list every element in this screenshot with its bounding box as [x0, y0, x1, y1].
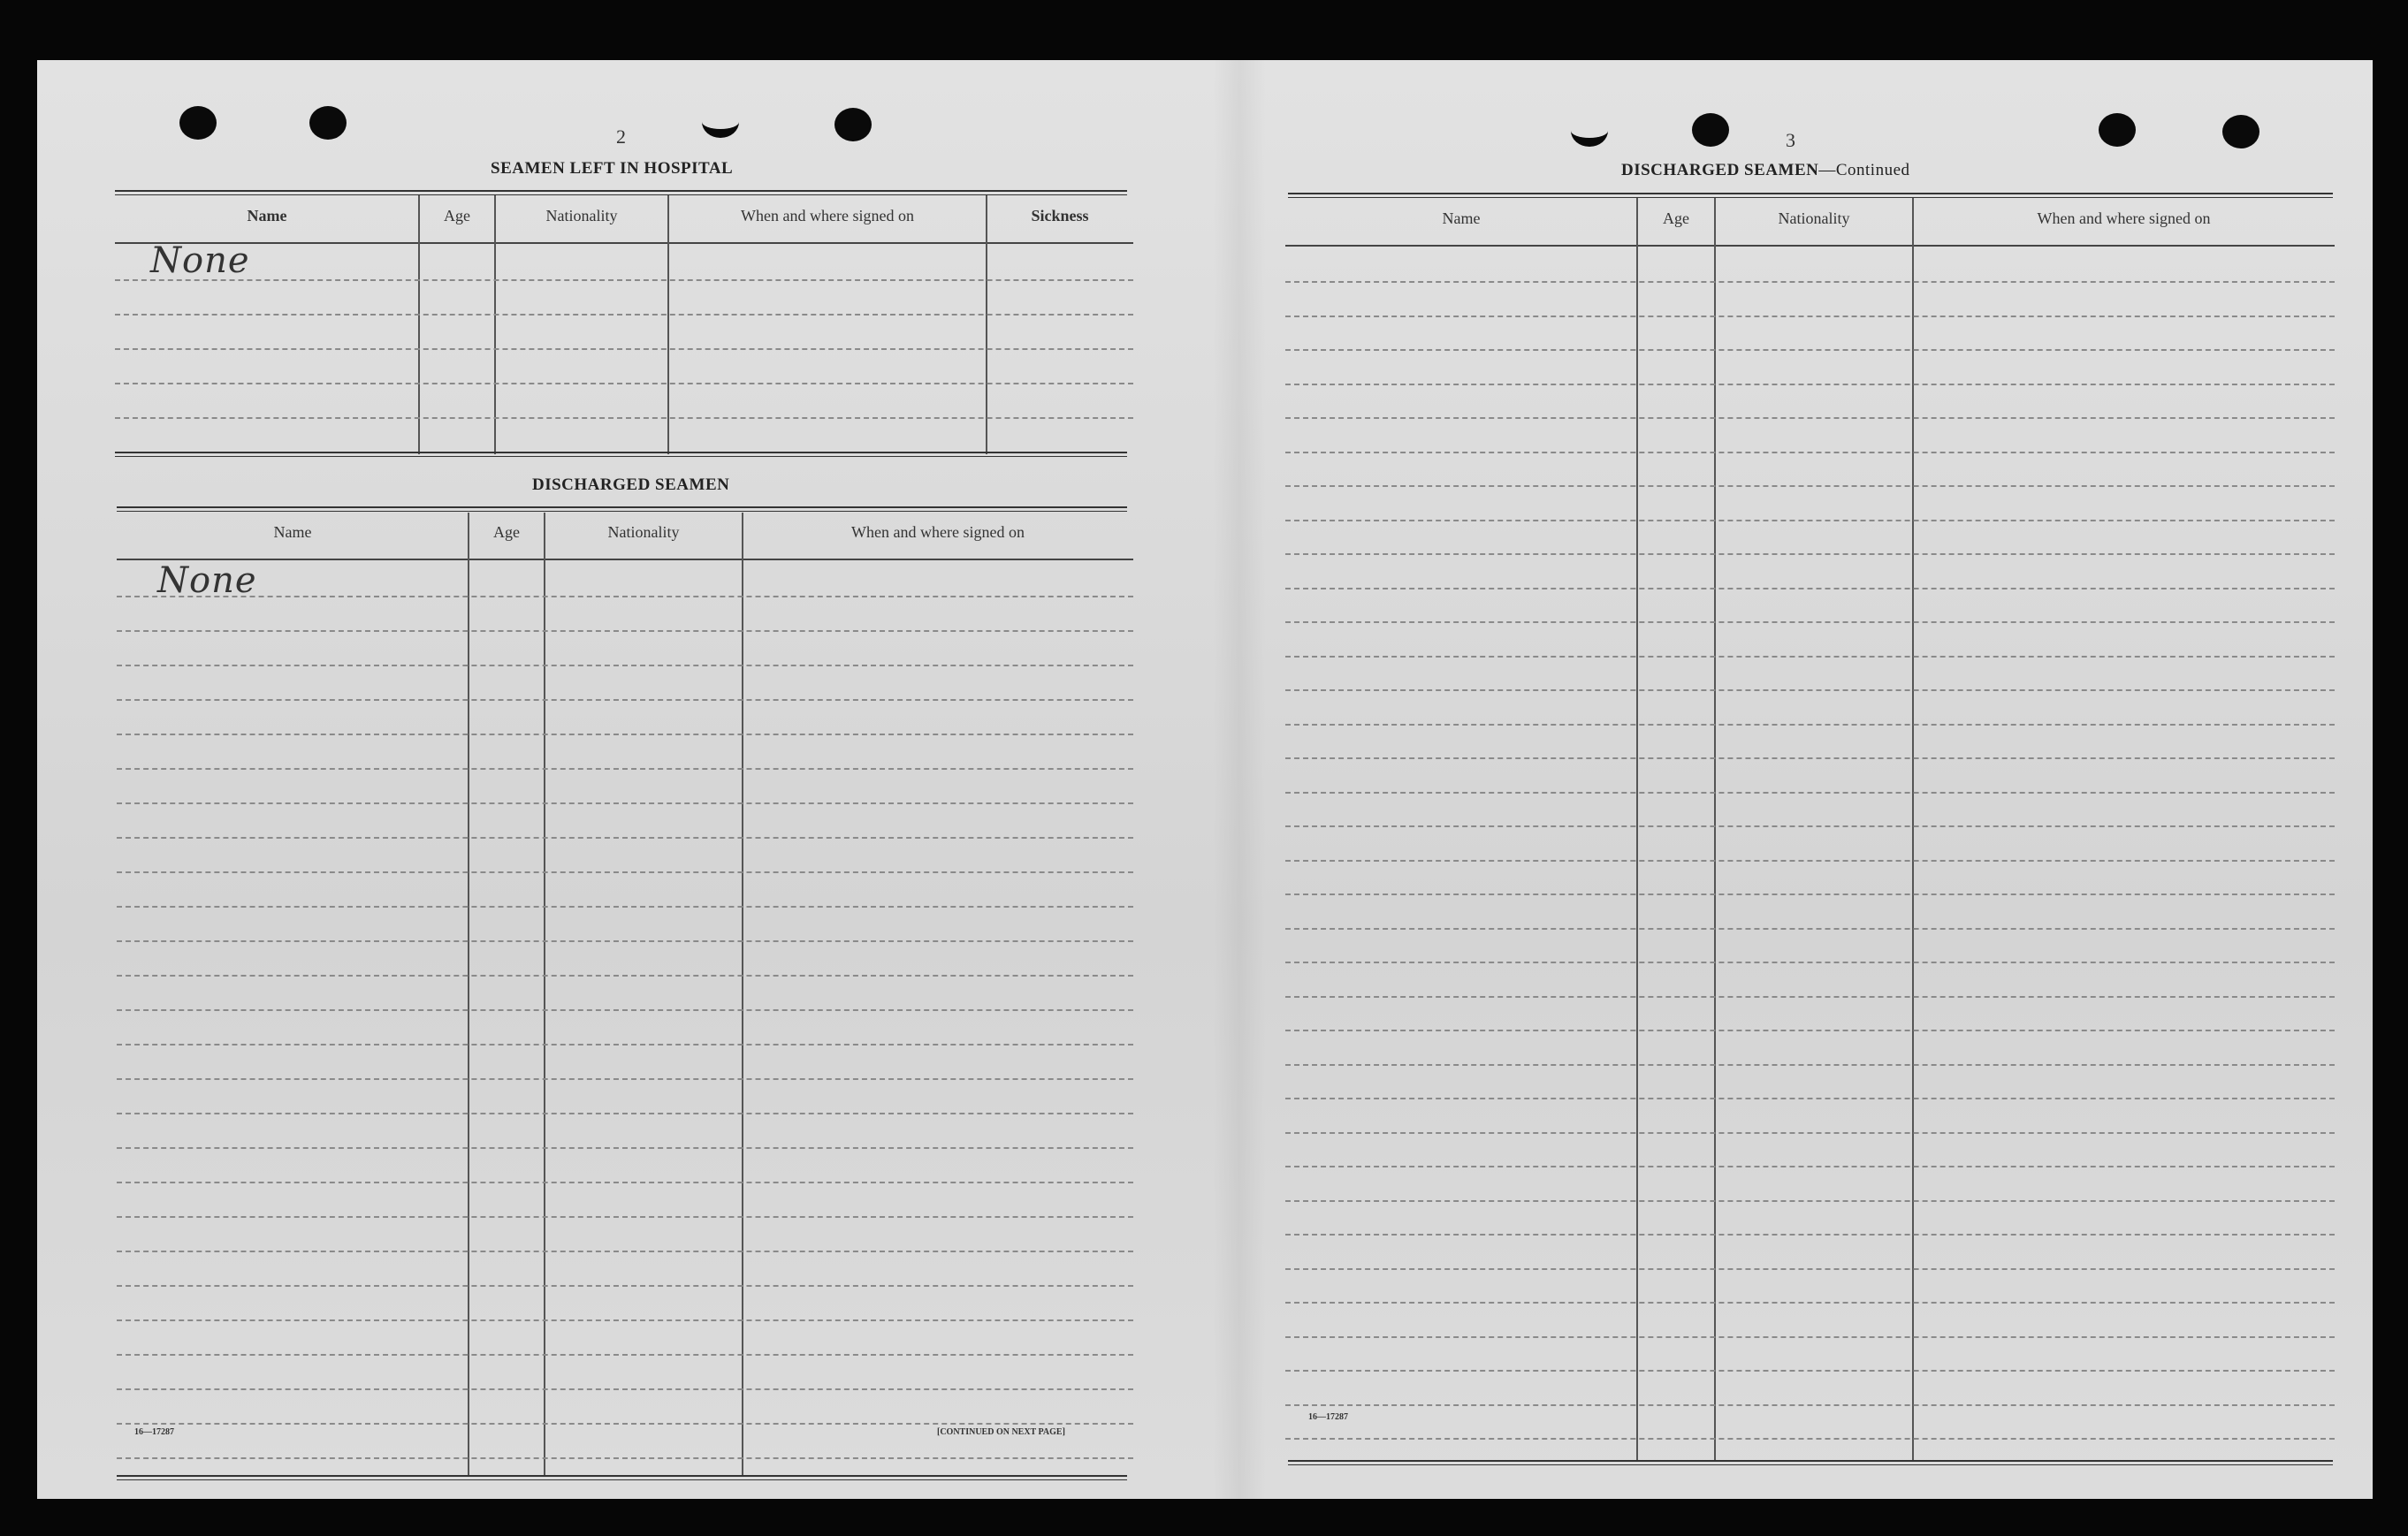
row-line [117, 1319, 1133, 1321]
row-line [1285, 452, 2335, 453]
discharged-bottom-rule [117, 1475, 1127, 1480]
discharged-col-divider [742, 513, 743, 1476]
continued-note: [CONTINUED ON NEXT PAGE] [937, 1427, 1065, 1437]
row-line [117, 1251, 1133, 1252]
row-line [1285, 553, 2335, 555]
row-line [1285, 1064, 2335, 1066]
right-col-divider [1636, 198, 1638, 1462]
row-line [1285, 1166, 2335, 1167]
row-line [117, 630, 1133, 632]
row-line [117, 596, 1133, 597]
hospital-row-line [115, 383, 1133, 384]
row-line [117, 699, 1133, 701]
right-title-main: DISCHARGED SEAMEN [1621, 161, 1819, 179]
punch-hole [834, 108, 872, 141]
hospital-col-nationality: Nationality [545, 207, 618, 224]
row-line [1285, 1438, 2335, 1440]
row-line [117, 1354, 1133, 1356]
punch-hole [2222, 115, 2259, 148]
right-col-nationality: Nationality [1778, 209, 1850, 227]
row-line [1285, 1234, 2335, 1236]
hospital-col-sickness: Sickness [1031, 207, 1089, 224]
row-line [117, 1147, 1133, 1149]
row-line [1285, 757, 2335, 759]
right-top-rule [1288, 193, 2333, 198]
row-line [1285, 724, 2335, 726]
hospital-section-title: SEAMEN LEFT IN HOSPITAL [491, 159, 734, 178]
row-line [1285, 1268, 2335, 1270]
hospital-col-divider [667, 195, 669, 454]
row-line [117, 837, 1133, 839]
hospital-entry-handwritten: None [150, 240, 250, 281]
row-line [117, 802, 1133, 804]
row-line [117, 1388, 1133, 1390]
punch-hole [1571, 115, 1608, 147]
hospital-row-line [115, 314, 1133, 316]
row-line [1285, 316, 2335, 317]
discharged-entry-handwritten: None [157, 560, 257, 601]
row-line [1285, 893, 2335, 895]
right-col-signed-on: When and where signed on [2037, 209, 2211, 227]
row-line [1285, 1030, 2335, 1031]
punch-hole [702, 106, 739, 138]
row-line [117, 1113, 1133, 1114]
discharged-header-rule [117, 559, 1133, 560]
row-line [1285, 485, 2335, 487]
row-line [117, 1216, 1133, 1218]
row-line [1285, 1132, 2335, 1134]
row-line [1285, 1302, 2335, 1304]
discharged-section-title: DISCHARGED SEAMEN [532, 475, 730, 494]
row-line [117, 871, 1133, 873]
discharged-col-name: Name [273, 523, 312, 541]
page-fold [1213, 60, 1266, 1499]
row-line [1285, 825, 2335, 827]
row-line [117, 1078, 1133, 1080]
right-section-title [1621, 161, 1910, 180]
hospital-col-divider [494, 195, 496, 454]
row-line [1285, 621, 2335, 623]
row-line [117, 1182, 1133, 1183]
left-page-number: 2 [616, 125, 626, 148]
row-line [117, 1423, 1133, 1425]
row-line [1285, 860, 2335, 862]
row-line [117, 1044, 1133, 1046]
punch-hole [1692, 113, 1729, 147]
row-line [1285, 1200, 2335, 1202]
discharged-col-divider [544, 513, 545, 1476]
right-col-divider [1714, 198, 1716, 1462]
right-page-number: 3 [1786, 129, 1795, 151]
row-line [1285, 1336, 2335, 1338]
row-line [1285, 384, 2335, 385]
right-col-divider [1912, 198, 1914, 1462]
right-col-name: Name [1442, 209, 1481, 227]
right-header-rule [1285, 245, 2335, 247]
discharged-col-nationality: Nationality [607, 523, 680, 541]
punch-hole [179, 106, 217, 140]
punch-hole [2099, 113, 2136, 147]
hospital-header-rule [115, 242, 1133, 244]
left-form-number: 16—17287 [134, 1427, 174, 1437]
row-line [1285, 792, 2335, 794]
discharged-col-signed-on: When and where signed on [851, 523, 1025, 541]
right-col-age: Age [1663, 209, 1689, 227]
form-sheet [37, 60, 2373, 1499]
hospital-row-line [115, 417, 1133, 419]
right-bottom-rule [1288, 1460, 2333, 1465]
row-line [1285, 588, 2335, 589]
row-line [117, 1009, 1133, 1011]
row-line [117, 768, 1133, 770]
hospital-bottom-rule [115, 452, 1127, 457]
row-line [1285, 417, 2335, 419]
row-line [1285, 1370, 2335, 1372]
hospital-col-divider [418, 195, 420, 454]
hospital-row-line [115, 348, 1133, 350]
row-line [117, 1457, 1133, 1459]
row-line [1285, 281, 2335, 283]
row-line [1285, 1098, 2335, 1099]
hospital-row-line [115, 279, 1133, 281]
row-line [117, 665, 1133, 666]
hospital-col-name: Name [247, 207, 287, 224]
row-line [1285, 1404, 2335, 1406]
row-line [1285, 349, 2335, 351]
punch-hole [309, 106, 347, 140]
row-line [117, 734, 1133, 735]
row-line [1285, 996, 2335, 998]
row-line [117, 975, 1133, 977]
discharged-top-rule [117, 506, 1127, 512]
row-line [1285, 689, 2335, 691]
discharged-col-divider [468, 513, 469, 1476]
hospital-col-divider [986, 195, 987, 454]
row-line [1285, 962, 2335, 963]
row-line [1285, 928, 2335, 930]
right-title-suffix: —Continued [1818, 161, 1910, 179]
row-line [117, 940, 1133, 942]
row-line [1285, 520, 2335, 521]
hospital-col-age: Age [444, 207, 470, 224]
row-line [1285, 656, 2335, 658]
row-line [117, 1285, 1133, 1287]
hospital-col-signed-on: When and where signed on [741, 207, 914, 224]
row-line [117, 906, 1133, 908]
right-form-number: 16—17287 [1308, 1412, 1348, 1422]
discharged-col-age: Age [493, 523, 520, 541]
hospital-top-rule [115, 190, 1127, 195]
